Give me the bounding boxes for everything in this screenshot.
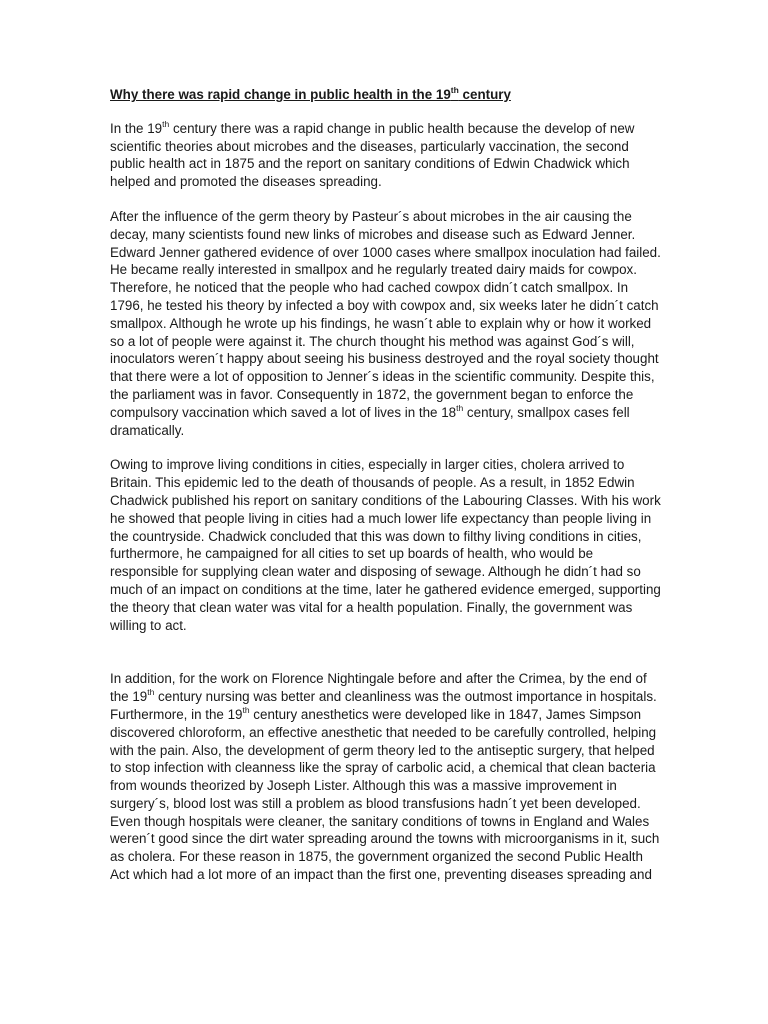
paragraph-intro-text-end: century there was a rapid change in public health because the develop of new scientific theories about microbes and the diseases, particularly vaccination, the second public health act in 1875 and the report on sanitary conditions of Edwin Chadwick which helped and promoted the diseases spreading. — [110, 120, 635, 190]
paragraph-nightingale — [110, 670, 662, 884]
paragraph-intro — [110, 120, 662, 191]
paragraph-nightingale-text-2: century nursing was better and cleanliness was the outmost importance in hospitals. Furthermore, in the 19 — [110, 689, 657, 722]
paragraph-jenner — [110, 208, 662, 439]
paragraph-nightingale-superscript-2: th — [242, 704, 250, 715]
paragraph-chadwick-text: Owing to improve living conditions in cities, especially in larger cities, cholera arrived to Britain. This epidemic led to the death of thousands of people. As a result, in 1852 Edwin Chadwick published his report on sanitary conditions of the Labouring Classes. With his work he showed that people living in cities had a much lower life expectancy than people living in the countryside. Chadwick concluded that this was down to filthy living conditions in cities, furthermore, he campaigned for all cities to set up boards of health, who would be responsible for supplying clean water and disposing of sewage. Although he didn´t had so much of an impact on conditions at the time, later he gathered evidence emerged, supporting the theory that clean water was vital for a health population. Finally, the government was willing to act. — [110, 457, 661, 633]
paragraph-jenner-superscript: th — [456, 402, 464, 413]
paragraph-nightingale-superscript-1: th — [147, 687, 155, 698]
paragraph-nightingale-text-3: century anesthetics were developed like in 1847, James Simpson discovered chloroform, an effective anesthetic that needed to be carefully controlled, helping with the pain. Also, the development of germ theory led to the antiseptic surgery, that helped to stop infection with cleanness like the spray of carbolic acid, a chemical that clean bacteria from wounds theorized by Joseph Lister. Although this was a massive improvement in surgery´s, blood lost was still a problem as blood transfusions hadn´t yet been developed. Even though hospitals were cleaner, the sanitary conditions of towns in England and Wales weren´t good since the dirt water spreading around the towns with microorganisms in it, such as cholera. For these reason in 1875, the government organized the second Public Health Act which had a lot more of an impact than the first one, preventing diseases spreading and — [110, 706, 660, 883]
paragraph-intro-text: In the 19 — [110, 120, 163, 136]
paragraph-chadwick — [110, 456, 662, 634]
paragraph-jenner-text: After the influence of the germ theory by Pasteur´s about microbes in the air causing the decay, many scientists found new links of microbes and disease such as Edward Jenner. Edward Jenner gathered evidence of over 1000 cases where smallpox inoculation had failed. He became really interested in smallpox and he regularly treated dairy maids for cowpox. Therefore, he noticed that the people who had cached cowpox didn´t catch smallpox. In 1796, he tested his theory by infected a boy with cowpox and, six weeks later he didn´t catch smallpox. Although he wrote up his findings, he wasn´t able to explain why or how it worked so a lot of people were against it. The church thought his method was against God´s will, inoculators weren´t happy about seeing his business destroyed and the royal society thought that there were a lot of opposition to Jenner´s ideas in the scientific community. Despite this, the parliament was in favor. Consequently in 1872, the government began to enforce the compulsory vaccination which saved a lot of lives in the 18 — [110, 208, 661, 420]
paragraph-nightingale-text: In addition, for the work on Florence Nightingale before and after the Crimea, by the end of the 19 — [110, 671, 647, 705]
document-title — [110, 86, 662, 104]
title-superscript: th — [450, 85, 459, 95]
document-page — [110, 86, 662, 901]
title-text: Why there was rapid change in public health in the 19 — [110, 87, 451, 102]
paragraph-jenner-text-end: century, smallpox cases fell dramatically. — [110, 404, 630, 438]
paragraph-intro-superscript: th — [162, 118, 170, 129]
title-text-end: century — [458, 87, 511, 102]
